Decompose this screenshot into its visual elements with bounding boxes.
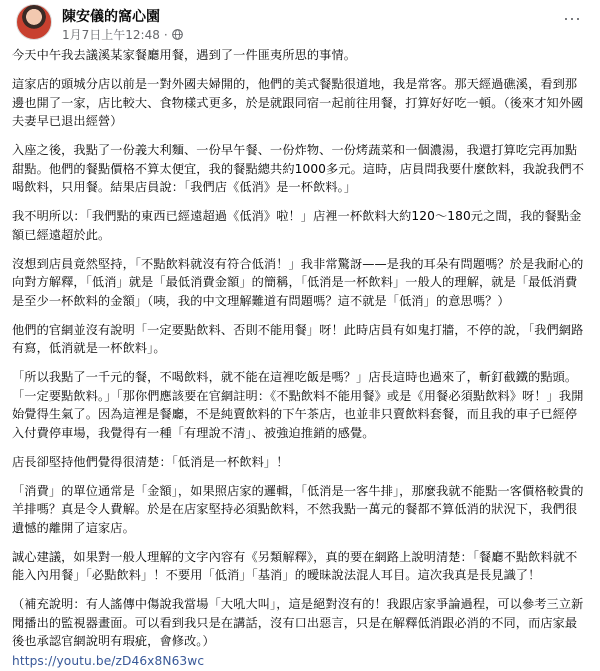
globe-icon[interactable] bbox=[172, 29, 183, 40]
paragraph: 誠心建議，如果對一般人理解的文字內容有《另類解釋》，真的要在網路上說明清楚：「餐廳不點飲料就不能入內用餐」「必點飲料」！不要用「低消」「基消」的曖昧說法混人耳目。這次我真是長見識了！ bbox=[12, 549, 578, 582]
paragraph: 「消費」的單位通常是「金額」，如果照店家的邏輯，「低消是一客牛排」，那麼我就不能點一客價格較貴的羊排嗎？真是令人費解。於是在店家堅持必須點飲料，不然我點一萬元的餐都不算低消的狀況下，我們很遺憾的離開了這家店。 bbox=[12, 483, 584, 535]
paragraph: 入座之後，我點了一份義大利麵、一份早午餐、一份炸物、一份烤蔬菜和一個濃湯，我還打算吃完再加點甜點。他們的餐點價格不算太便宜，我的餐點總共約1000多元。這時，店員問我要什麼飲料，我說我們不喝飲料，只用餐。結果店員說：「我們店《低消》是一杯飲料。」 bbox=[12, 143, 585, 194]
post-meta bbox=[62, 26, 183, 43]
paragraph: 沒想到店員竟然堅持，「不點飲料就沒有符合低消！」我非常驚訝——是我的耳朵有問題嗎？於是我耐心的向對方解釋，「低消」就是「最低消費金額」的簡稱，「低消是一杯飲料」一般人的理解，就是「最低消費是至少一杯飲料的金額」（咦，我的中文理解難道有問題嗎？這不就是「低消」的意思嗎？） bbox=[12, 256, 584, 308]
paragraph: 店長卻堅持他們覺得很清楚：「低消是一杯飲料」！ bbox=[12, 454, 289, 469]
youtube-link[interactable]: https://youtu.be/zD46x8N63wc bbox=[12, 654, 205, 668]
paragraph: 今天中午我去議溪某家餐廳用餐，遇到了一件匪夷所思的事情。 bbox=[12, 48, 357, 62]
paragraph: 他們的官網並沒有說明「一定要點飲料、否則不能用餐」呀！此時店員有如鬼打牆，不停的說，「我們網路有寫，低消就是一杯飲料」。 bbox=[12, 322, 584, 355]
author-name[interactable]: 陳安儀的窩心園 bbox=[62, 9, 160, 25]
post-header bbox=[12, 0, 588, 46]
meta-separator: · bbox=[163, 27, 168, 42]
post-timestamp[interactable]: 1月7日上午12:48 bbox=[62, 28, 160, 42]
post-body bbox=[12, 46, 588, 671]
paragraph: 我不明所以：「我們點的東西已經遠超過《低消》啦！」店裡一杯飲料大約120～180元之間，我的餐點金額已經遠超於此。 bbox=[12, 209, 582, 242]
paragraph: （補充說明：有人謠傳中傷說我當場「大吼大叫」，這是絕對沒有的！我跟店家爭論過程，可以參考三立新聞播出的監視器畫面。可以看到我只是在講話，沒有口出惡言，只是在解釋低消跟必消的不同，而店家最後也承認官網說明有瑕疵，會修改。） bbox=[12, 597, 584, 648]
paragraph: 「所以我點了一千元的餐，不喝飲料，就不能在這裡吃飯是嗎？」店長這時也過來了，斬釘截鐵的點頭。「一定要點飲料。」「那你們應該要在官網註明：《不點飲料不能用餐》或是《用餐必須點飲料》呀！」我開始覺得生氣了。因為這裡是餐廳，不是純賣飲料的下午茶店，也並非只賣飲料套餐，而且我的車子已經停入付費停車場，我覺得有一種「有理說不清」、被強迫推銷的感覺。 bbox=[12, 370, 584, 440]
paragraph: 這家店的頭城分店以前是一對外國夫婦開的，他們的美式餐點很道地，我是常客。那天經過礁溪，看到那邊也開了一家，店比較大、食物樣式更多，於是就跟同宿一起前往用餐，打算好好吃一頓。（後來才知外國夫妻早已退出經營） bbox=[12, 77, 584, 128]
avatar[interactable] bbox=[16, 4, 52, 40]
more-options-button[interactable]: ··· bbox=[558, 8, 586, 28]
